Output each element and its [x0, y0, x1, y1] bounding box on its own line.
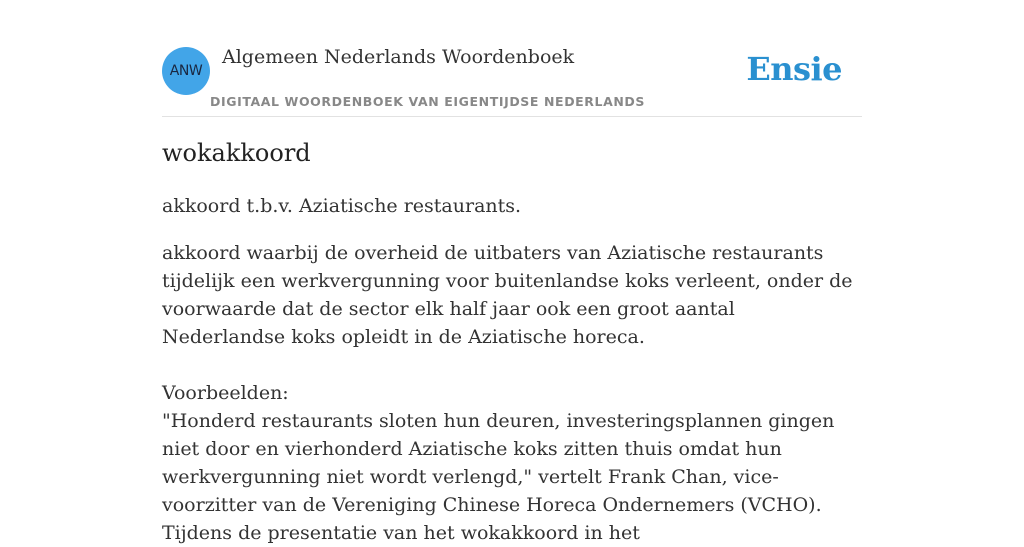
site-title[interactable]: Algemeen Nederlands Woordenboek: [222, 46, 575, 68]
site-header: [162, 0, 862, 117]
example-text: "Honderd restaurants sloten hun deuren, investeringsplannen gingen niet door en vierhonderd Aziatische koks zitten thuis omdat hun werkvergunning niet wordt verlengd," vertelt Frank Chan, vice-voorzitter van de Vereniging Chinese Horeca Ondernemers (VCHO). Tijdens de presentatie van het wokakkoord in het: [162, 410, 835, 544]
site-subtitle: DIGITAAL WOORDENBOEK VAN EIGENTIJDSE NEDERLANDS: [210, 94, 646, 109]
examples-label: Voorbeelden:: [162, 382, 289, 404]
long-definition: akkoord waarbij de overheid de uitbaters van Aziatische restaurants tijdelijk een werkvergunning voor buitenlandse koks verleent, onder de voorwaarde dat de sector elk half jaar ook een groot aantal Nederlandse koks opleidt in de Aziatische horeca.: [162, 242, 853, 348]
anw-logo[interactable]: ANW: [162, 47, 210, 95]
short-definition: akkoord t.b.v. Aziatische restaurants.: [162, 195, 522, 217]
ensie-brand-link[interactable]: Ensie: [746, 50, 842, 88]
entry-word: wokakkoord: [162, 139, 311, 167]
examples-section: [162, 379, 862, 547]
page-container: [162, 0, 862, 544]
